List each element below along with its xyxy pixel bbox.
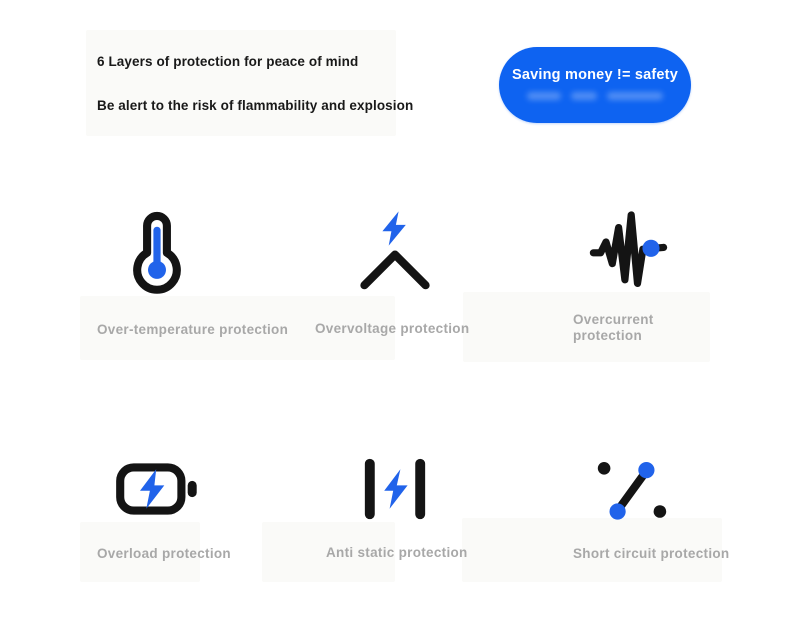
feature-label-anti-static: Anti static protection xyxy=(326,545,468,560)
cta-label: Saving money != safety xyxy=(512,66,678,83)
overvoltage-icon xyxy=(350,206,440,296)
header-backdrop-panel xyxy=(86,30,396,136)
feature-label-overvoltage: Overvoltage protection xyxy=(315,321,470,336)
blurred-ghost-text xyxy=(527,92,663,100)
battery-bolt-icon xyxy=(113,444,203,534)
page-subtitle: Be alert to the risk of flammability and explosion xyxy=(97,98,414,113)
page-title: 6 Layers of protection for peace of mind xyxy=(97,54,359,69)
overcurrent-waveform-icon xyxy=(588,206,678,296)
short-circuit-icon xyxy=(587,444,677,534)
feature-label-overload: Overload protection xyxy=(97,546,231,561)
feature-label-over-temperature: Over-temperature protection xyxy=(97,322,289,337)
feature-label-overcurrent: Overcurrent protection xyxy=(573,312,654,343)
anti-static-icon xyxy=(350,444,440,534)
feature-label-short-circuit: Short circuit protection xyxy=(573,546,730,561)
thermometer-icon xyxy=(112,206,202,296)
safety-cta-button[interactable] xyxy=(499,47,691,123)
